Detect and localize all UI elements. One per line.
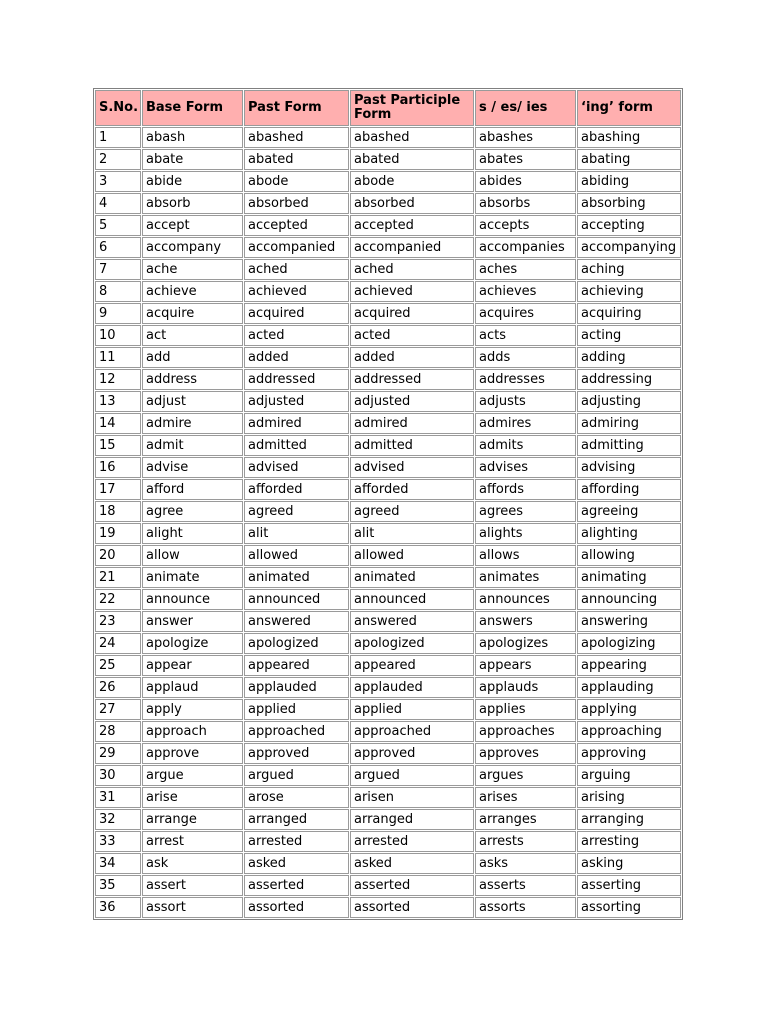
table-row — [95, 545, 681, 566]
cell-past-participle-form: accompanied — [350, 237, 474, 258]
cell-past-form: agreed — [244, 501, 349, 522]
cell-serial-number: 3 — [95, 171, 141, 192]
cell-past-form: added — [244, 347, 349, 368]
cell-past-participle-form: agreed — [350, 501, 474, 522]
cell-past-participle-form: acted — [350, 325, 474, 346]
table-row — [95, 589, 681, 610]
cell-base-form: absorb — [142, 193, 243, 214]
cell-serial-number: 19 — [95, 523, 141, 544]
cell-ing-form: approaching — [577, 721, 681, 742]
cell-s-es-ies-form: accompanies — [475, 237, 576, 258]
cell-past-form: addressed — [244, 369, 349, 390]
cell-serial-number: 8 — [95, 281, 141, 302]
table-row — [95, 413, 681, 434]
cell-serial-number: 27 — [95, 699, 141, 720]
table-row — [95, 457, 681, 478]
table-row — [95, 721, 681, 742]
cell-past-form: adjusted — [244, 391, 349, 412]
cell-serial-number: 14 — [95, 413, 141, 434]
cell-ing-form: applauding — [577, 677, 681, 698]
cell-s-es-ies-form: abates — [475, 149, 576, 170]
cell-serial-number: 21 — [95, 567, 141, 588]
cell-serial-number: 6 — [95, 237, 141, 258]
table-row — [95, 215, 681, 236]
cell-base-form: abate — [142, 149, 243, 170]
cell-past-form: advised — [244, 457, 349, 478]
cell-serial-number: 22 — [95, 589, 141, 610]
cell-ing-form: admitting — [577, 435, 681, 456]
cell-past-participle-form: applied — [350, 699, 474, 720]
table-row — [95, 281, 681, 302]
cell-past-participle-form: asked — [350, 853, 474, 874]
header-past-form: Past Form — [244, 90, 349, 126]
cell-ing-form: asserting — [577, 875, 681, 896]
cell-past-form: acquired — [244, 303, 349, 324]
cell-ing-form: acting — [577, 325, 681, 346]
cell-base-form: admit — [142, 435, 243, 456]
cell-past-participle-form: abashed — [350, 127, 474, 148]
cell-base-form: accept — [142, 215, 243, 236]
cell-past-form: allowed — [244, 545, 349, 566]
cell-past-form: applied — [244, 699, 349, 720]
cell-s-es-ies-form: addresses — [475, 369, 576, 390]
cell-s-es-ies-form: allows — [475, 545, 576, 566]
cell-serial-number: 26 — [95, 677, 141, 698]
cell-ing-form: appearing — [577, 655, 681, 676]
cell-past-participle-form: asserted — [350, 875, 474, 896]
cell-past-participle-form: achieved — [350, 281, 474, 302]
cell-past-form: abode — [244, 171, 349, 192]
cell-ing-form: asking — [577, 853, 681, 874]
cell-base-form: animate — [142, 567, 243, 588]
table-row — [95, 501, 681, 522]
cell-serial-number: 28 — [95, 721, 141, 742]
cell-serial-number: 20 — [95, 545, 141, 566]
table-row — [95, 391, 681, 412]
cell-serial-number: 25 — [95, 655, 141, 676]
cell-serial-number: 15 — [95, 435, 141, 456]
cell-s-es-ies-form: arrests — [475, 831, 576, 852]
cell-past-participle-form: admired — [350, 413, 474, 434]
table-row — [95, 171, 681, 192]
table-row — [95, 193, 681, 214]
cell-ing-form: accepting — [577, 215, 681, 236]
table-header — [95, 90, 681, 126]
cell-past-form: apologized — [244, 633, 349, 654]
cell-past-participle-form: answered — [350, 611, 474, 632]
cell-s-es-ies-form: adds — [475, 347, 576, 368]
cell-past-participle-form: arrested — [350, 831, 474, 852]
cell-s-es-ies-form: admits — [475, 435, 576, 456]
cell-serial-number: 12 — [95, 369, 141, 390]
cell-past-form: arose — [244, 787, 349, 808]
header-past-participle-form: Past Participle Form — [350, 90, 474, 126]
cell-serial-number: 29 — [95, 743, 141, 764]
cell-ing-form: achieving — [577, 281, 681, 302]
table-row — [95, 149, 681, 170]
cell-ing-form: addressing — [577, 369, 681, 390]
cell-s-es-ies-form: approaches — [475, 721, 576, 742]
cell-ing-form: announcing — [577, 589, 681, 610]
cell-s-es-ies-form: acquires — [475, 303, 576, 324]
cell-base-form: assert — [142, 875, 243, 896]
cell-ing-form: adding — [577, 347, 681, 368]
cell-ing-form: acquiring — [577, 303, 681, 324]
cell-past-participle-form: allowed — [350, 545, 474, 566]
cell-base-form: argue — [142, 765, 243, 786]
table-row — [95, 809, 681, 830]
cell-past-participle-form: applauded — [350, 677, 474, 698]
cell-base-form: applaud — [142, 677, 243, 698]
cell-base-form: advise — [142, 457, 243, 478]
cell-base-form: add — [142, 347, 243, 368]
cell-base-form: apply — [142, 699, 243, 720]
cell-base-form: ask — [142, 853, 243, 874]
cell-s-es-ies-form: appears — [475, 655, 576, 676]
cell-past-participle-form: approved — [350, 743, 474, 764]
cell-s-es-ies-form: achieves — [475, 281, 576, 302]
cell-base-form: apologize — [142, 633, 243, 654]
cell-s-es-ies-form: absorbs — [475, 193, 576, 214]
cell-s-es-ies-form: approves — [475, 743, 576, 764]
cell-s-es-ies-form: arises — [475, 787, 576, 808]
cell-past-participle-form: animated — [350, 567, 474, 588]
cell-serial-number: 10 — [95, 325, 141, 346]
cell-past-form: ached — [244, 259, 349, 280]
cell-past-participle-form: argued — [350, 765, 474, 786]
cell-ing-form: abashing — [577, 127, 681, 148]
cell-ing-form: arguing — [577, 765, 681, 786]
table-row — [95, 655, 681, 676]
cell-serial-number: 1 — [95, 127, 141, 148]
cell-ing-form: abating — [577, 149, 681, 170]
cell-base-form: answer — [142, 611, 243, 632]
header-ing-form: ‘ing’ form — [577, 90, 681, 126]
cell-s-es-ies-form: abashes — [475, 127, 576, 148]
table-row — [95, 237, 681, 258]
cell-past-form: arranged — [244, 809, 349, 830]
cell-s-es-ies-form: announces — [475, 589, 576, 610]
table-row — [95, 259, 681, 280]
cell-ing-form: admiring — [577, 413, 681, 434]
cell-base-form: afford — [142, 479, 243, 500]
table-row — [95, 523, 681, 544]
cell-past-participle-form: added — [350, 347, 474, 368]
cell-ing-form: aching — [577, 259, 681, 280]
cell-ing-form: alighting — [577, 523, 681, 544]
cell-base-form: acquire — [142, 303, 243, 324]
cell-ing-form: animating — [577, 567, 681, 588]
cell-serial-number: 32 — [95, 809, 141, 830]
cell-ing-form: advising — [577, 457, 681, 478]
cell-base-form: agree — [142, 501, 243, 522]
cell-past-participle-form: abated — [350, 149, 474, 170]
cell-serial-number: 4 — [95, 193, 141, 214]
table-row — [95, 435, 681, 456]
table-row — [95, 347, 681, 368]
cell-serial-number: 5 — [95, 215, 141, 236]
table-row — [95, 677, 681, 698]
cell-base-form: achieve — [142, 281, 243, 302]
cell-ing-form: accompanying — [577, 237, 681, 258]
cell-ing-form: affording — [577, 479, 681, 500]
cell-serial-number: 7 — [95, 259, 141, 280]
cell-past-form: answered — [244, 611, 349, 632]
cell-serial-number: 9 — [95, 303, 141, 324]
table-row — [95, 831, 681, 852]
cell-past-participle-form: accepted — [350, 215, 474, 236]
cell-past-participle-form: assorted — [350, 897, 474, 918]
cell-serial-number: 2 — [95, 149, 141, 170]
cell-past-participle-form: adjusted — [350, 391, 474, 412]
header-s-es-ies-form: s / es/ ies — [475, 90, 576, 126]
cell-ing-form: arranging — [577, 809, 681, 830]
cell-base-form: announce — [142, 589, 243, 610]
cell-serial-number: 16 — [95, 457, 141, 478]
header-row — [95, 90, 681, 126]
cell-base-form: approach — [142, 721, 243, 742]
table-row — [95, 743, 681, 764]
cell-s-es-ies-form: aches — [475, 259, 576, 280]
table-row — [95, 127, 681, 148]
cell-ing-form: arresting — [577, 831, 681, 852]
table-row — [95, 567, 681, 588]
cell-past-participle-form: arisen — [350, 787, 474, 808]
table-row — [95, 303, 681, 324]
cell-base-form: assort — [142, 897, 243, 918]
cell-past-form: admired — [244, 413, 349, 434]
cell-past-participle-form: arranged — [350, 809, 474, 830]
cell-past-participle-form: appeared — [350, 655, 474, 676]
cell-past-form: approved — [244, 743, 349, 764]
cell-serial-number: 11 — [95, 347, 141, 368]
cell-past-form: afforded — [244, 479, 349, 500]
cell-s-es-ies-form: apologizes — [475, 633, 576, 654]
cell-past-form: announced — [244, 589, 349, 610]
cell-past-participle-form: advised — [350, 457, 474, 478]
cell-base-form: abide — [142, 171, 243, 192]
table-row — [95, 369, 681, 390]
table-row — [95, 611, 681, 632]
cell-s-es-ies-form: acts — [475, 325, 576, 346]
cell-s-es-ies-form: admires — [475, 413, 576, 434]
cell-ing-form: abiding — [577, 171, 681, 192]
cell-base-form: act — [142, 325, 243, 346]
cell-past-participle-form: abode — [350, 171, 474, 192]
cell-base-form: alight — [142, 523, 243, 544]
cell-past-form: alit — [244, 523, 349, 544]
table-row — [95, 853, 681, 874]
cell-past-participle-form: apologized — [350, 633, 474, 654]
cell-past-participle-form: announced — [350, 589, 474, 610]
cell-s-es-ies-form: abides — [475, 171, 576, 192]
cell-past-form: assorted — [244, 897, 349, 918]
cell-s-es-ies-form: agrees — [475, 501, 576, 522]
cell-base-form: approve — [142, 743, 243, 764]
cell-ing-form: applying — [577, 699, 681, 720]
cell-s-es-ies-form: applauds — [475, 677, 576, 698]
cell-past-form: abated — [244, 149, 349, 170]
cell-ing-form: apologizing — [577, 633, 681, 654]
table-row — [95, 897, 681, 918]
table-row — [95, 479, 681, 500]
cell-past-form: applauded — [244, 677, 349, 698]
cell-past-participle-form: ached — [350, 259, 474, 280]
cell-serial-number: 18 — [95, 501, 141, 522]
cell-past-form: asserted — [244, 875, 349, 896]
cell-past-participle-form: admitted — [350, 435, 474, 456]
cell-base-form: arrest — [142, 831, 243, 852]
cell-serial-number: 35 — [95, 875, 141, 896]
cell-s-es-ies-form: answers — [475, 611, 576, 632]
cell-ing-form: allowing — [577, 545, 681, 566]
cell-base-form: arrange — [142, 809, 243, 830]
cell-serial-number: 24 — [95, 633, 141, 654]
cell-serial-number: 31 — [95, 787, 141, 808]
cell-past-form: acted — [244, 325, 349, 346]
cell-ing-form: answering — [577, 611, 681, 632]
cell-past-form: accompanied — [244, 237, 349, 258]
cell-past-form: abashed — [244, 127, 349, 148]
table-row — [95, 765, 681, 786]
cell-base-form: appear — [142, 655, 243, 676]
cell-s-es-ies-form: alights — [475, 523, 576, 544]
cell-serial-number: 17 — [95, 479, 141, 500]
cell-past-participle-form: absorbed — [350, 193, 474, 214]
cell-past-form: argued — [244, 765, 349, 786]
verb-forms-table — [93, 88, 683, 920]
cell-ing-form: approving — [577, 743, 681, 764]
table-body — [95, 127, 681, 918]
cell-past-participle-form: afforded — [350, 479, 474, 500]
cell-serial-number: 13 — [95, 391, 141, 412]
cell-ing-form: adjusting — [577, 391, 681, 412]
cell-base-form: arise — [142, 787, 243, 808]
cell-s-es-ies-form: arranges — [475, 809, 576, 830]
table-row — [95, 633, 681, 654]
cell-past-participle-form: alit — [350, 523, 474, 544]
table-row — [95, 699, 681, 720]
cell-past-participle-form: acquired — [350, 303, 474, 324]
cell-serial-number: 36 — [95, 897, 141, 918]
cell-ing-form: arising — [577, 787, 681, 808]
cell-ing-form: absorbing — [577, 193, 681, 214]
cell-past-form: appeared — [244, 655, 349, 676]
cell-base-form: ache — [142, 259, 243, 280]
cell-past-form: absorbed — [244, 193, 349, 214]
cell-past-participle-form: addressed — [350, 369, 474, 390]
header-base-form: Base Form — [142, 90, 243, 126]
cell-s-es-ies-form: advises — [475, 457, 576, 478]
cell-serial-number: 33 — [95, 831, 141, 852]
cell-base-form: allow — [142, 545, 243, 566]
cell-s-es-ies-form: adjusts — [475, 391, 576, 412]
cell-ing-form: agreeing — [577, 501, 681, 522]
cell-s-es-ies-form: argues — [475, 765, 576, 786]
cell-s-es-ies-form: affords — [475, 479, 576, 500]
cell-s-es-ies-form: accepts — [475, 215, 576, 236]
cell-past-form: accepted — [244, 215, 349, 236]
cell-past-form: animated — [244, 567, 349, 588]
cell-past-participle-form: approached — [350, 721, 474, 742]
cell-base-form: adjust — [142, 391, 243, 412]
cell-s-es-ies-form: animates — [475, 567, 576, 588]
cell-serial-number: 30 — [95, 765, 141, 786]
table-row — [95, 875, 681, 896]
cell-past-form: approached — [244, 721, 349, 742]
table-row — [95, 787, 681, 808]
cell-ing-form: assorting — [577, 897, 681, 918]
header-serial-number: S.No. — [95, 90, 141, 126]
cell-past-form: achieved — [244, 281, 349, 302]
cell-base-form: admire — [142, 413, 243, 434]
cell-base-form: address — [142, 369, 243, 390]
cell-base-form: accompany — [142, 237, 243, 258]
cell-s-es-ies-form: assorts — [475, 897, 576, 918]
cell-s-es-ies-form: asserts — [475, 875, 576, 896]
cell-s-es-ies-form: asks — [475, 853, 576, 874]
cell-serial-number: 23 — [95, 611, 141, 632]
cell-past-form: arrested — [244, 831, 349, 852]
cell-s-es-ies-form: applies — [475, 699, 576, 720]
cell-base-form: abash — [142, 127, 243, 148]
cell-serial-number: 34 — [95, 853, 141, 874]
table-row — [95, 325, 681, 346]
cell-past-form: asked — [244, 853, 349, 874]
cell-past-form: admitted — [244, 435, 349, 456]
